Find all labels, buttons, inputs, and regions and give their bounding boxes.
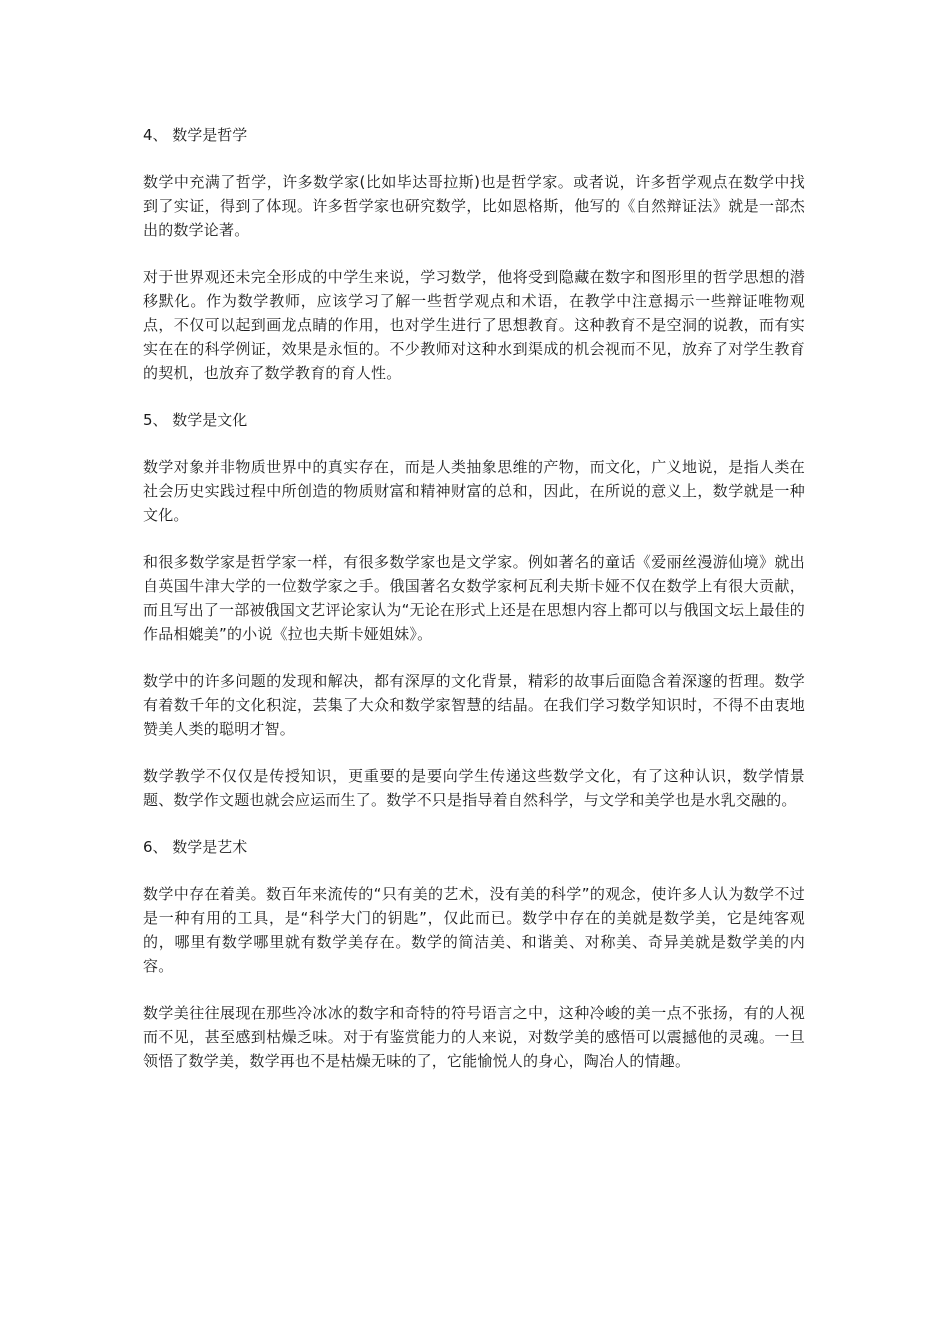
section-art: [143, 835, 805, 1073]
paragraph: 数学美往往展现在那些冷冰冰的数字和奇特的符号语言之中，这种冷峻的美一点不张扬，有的人视而不见，甚至感到枯燥乏味。对于有鉴赏能力的人来说，对数学美的感悟可以震撼他的灵魂。一旦领悟了数学美，数学再也不是枯燥无味的了，它能愉悦人的身心，陶冶人的情趣。: [143, 1004, 805, 1070]
paragraph: 和很多数学家是哲学家一样，有很多数学家也是文学家。例如著名的童话《爱丽丝漫游仙境》就出自英国牛津大学的一位数学家之手。俄国著名女数学家柯瓦利夫斯卡娅不仅在数学上有很大贡献，而且写出了一部被俄国文艺评论家认为“无论在形式上还是在思想内容上都可以与俄国文坛上最佳的作品相媲美”的小说《拉也夫斯卡娅姐妹》。: [143, 553, 805, 643]
section-heading: 5、 数学是文化: [143, 411, 248, 429]
paragraph: 数学中存在着美。数百年来流传的“只有美的艺术，没有美的科学”的观念，使许多人认为数学不过是一种有用的工具，是“科学大门的钥匙”，仅此而已。数学中存在的美就是数学美，它是纯客观的，哪里有数学哪里就有数学美存在。数学的简洁美、和谐美、对称美、奇异美就是数学美的内容。: [143, 885, 805, 975]
section-heading: 4、 数学是哲学: [143, 126, 248, 144]
paragraph: 数学对象并非物质世界中的真实存在，而是人类抽象思维的产物，而文化，广义地说，是指人类在社会历史实践过程中所创造的物质财富和精神财富的总和，因此，在所说的意义上，数学就是一种文化。: [143, 458, 805, 524]
paragraph: 对于世界观还未完全形成的中学生来说，学习数学，他将受到隐藏在数字和图形里的哲学思想的潜移默化。作为数学教师，应该学习了解一些哲学观点和术语，在教学中注意揭示一些辩证唯物观点，不仅可以起到画龙点睛的作用，也对学生进行了思想教育。这种教育不是空洞的说教，而有实实在在的科学例证，效果是永恒的。不少教师对这种水到渠成的机会视而不见，放弃了对学生教育的契机，也放弃了数学教育的育人性。: [143, 268, 805, 382]
paragraph: 数学教学不仅仅是传授知识，更重要的是要向学生传递这些数学文化，有了这种认识，数学情景题、数学作文题也就会应运而生了。数学不只是指导着自然科学，与文学和美学也是水乳交融的。: [143, 767, 805, 809]
paragraph: 数学中充满了哲学，许多数学家(比如毕达哥拉斯)也是哲学家。或者说，许多哲学观点在数学中找到了实证，得到了体现。许多哲学家也研究数学，比如恩格斯，他写的《自然辩证法》就是一部杰出的数学论著。: [143, 173, 805, 239]
section-culture: [143, 408, 805, 812]
paragraph: 数学中的许多问题的发现和解决，都有深厚的文化背景，精彩的故事后面隐含着深邃的哲理。数学有着数千年的文化积淀，芸集了大众和数学家智慧的结晶。在我们学习数学知识时，不得不由衷地赞美人类的聪明才智。: [143, 672, 805, 738]
section-heading: 6、 数学是艺术: [143, 838, 248, 856]
section-philosophy: [143, 123, 805, 385]
document-page: [143, 123, 805, 1096]
